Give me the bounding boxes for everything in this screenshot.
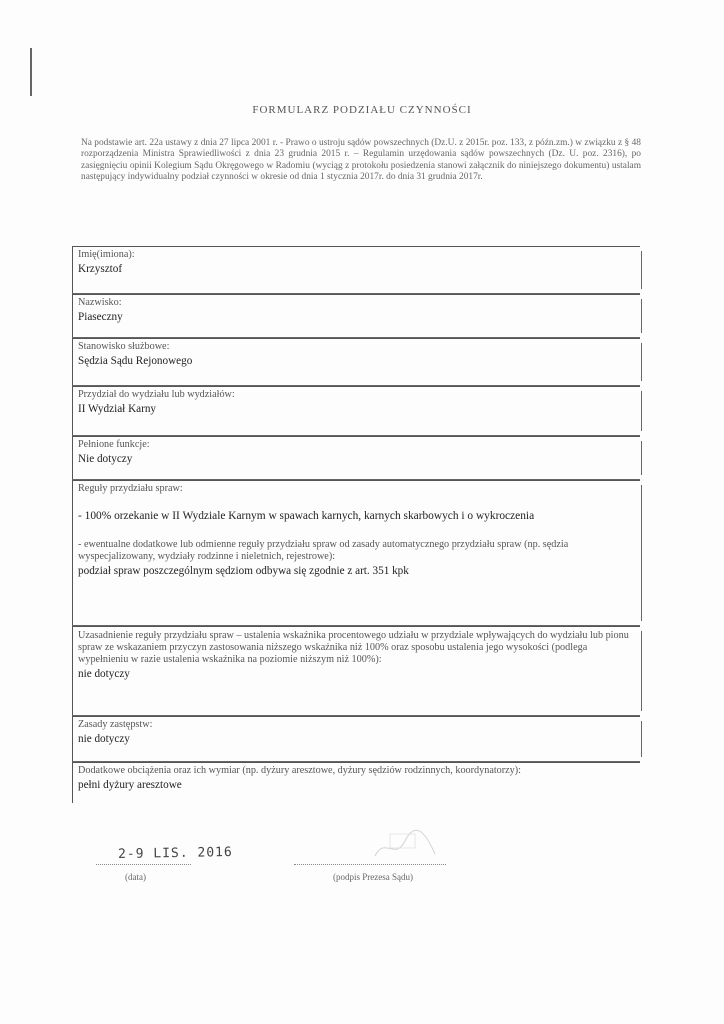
signature-line — [294, 864, 446, 865]
dodatkowe-reguly-value: podział spraw poszczególnym sędziom odbywa się zgodnie z art. 351 kpk — [78, 565, 409, 577]
imie-label: Imię(imiona): — [78, 249, 135, 260]
field-reguly — [72, 480, 640, 626]
nazwisko-value: Piaseczny — [78, 311, 123, 323]
date-line — [96, 864, 191, 865]
date-caption: (data) — [125, 872, 146, 882]
field-obciazenia — [72, 762, 640, 803]
form-body — [72, 246, 640, 803]
przydzial-label: Przydział do wydziału lub wydziałów: — [78, 389, 235, 400]
imie-value: Krzysztof — [78, 263, 123, 275]
reguly-value: - 100% orzekanie w II Wydziale Karnym w spawach karnych, karnych skarbowych i o wykroczenia — [78, 510, 535, 522]
signature-row — [0, 840, 724, 900]
funkcje-label: Pełnione funkcje: — [78, 439, 150, 450]
obciazenia-label: Dodatkowe obciążenia oraz ich wymiar (np. dyżury aresztowe, dyżury sędziów rodzinnych, koordynatorzy): — [78, 765, 521, 776]
faded-signature-mark — [370, 826, 440, 866]
funkcje-value: Nie dotyczy — [78, 453, 133, 465]
nazwisko-label: Nazwisko: — [78, 297, 122, 308]
field-funkcje — [72, 436, 640, 480]
scan-edge-mark — [30, 48, 32, 96]
field-przydzial — [72, 386, 640, 436]
zasady-label: Zasady zastępstw: — [78, 719, 153, 730]
reguly-label: Reguły przydziału spraw: — [78, 483, 183, 494]
field-stanowisko — [72, 338, 640, 386]
uzasadnienie-value: nie dotyczy — [78, 668, 130, 680]
document-title: FORMULARZ PODZIAŁU CZYNNOŚCI — [252, 104, 472, 116]
stanowisko-label: Stanowisko służbowe: — [78, 341, 170, 352]
date-stamp: 2-9 LIS. 2016 — [117, 844, 233, 863]
zasady-value: nie dotyczy — [78, 733, 130, 745]
document-intro: Na podstawie art. 22a ustawy z dnia 27 lipca 2001 r. - Prawo o ustroju sądów powszechnych (Dz.U. z 2015r. poz. 133, z późn.zm.) w związku z § 48 rozporządzenia Ministra Sprawiedliwości z dnia 23 grudnia 2015 r. – Regulamin urzędowania sądów powszechnych (Dz. U. poz. 2316), po zasięgnięciu opinii Kolegium Sądu Okręgowego w Radomiu (wyciąg z protokołu posiedzenia stanowi załącznik do niniejszego dokumentu) ustalam następujący indywidualny podział czynności w okresie od dnia 1 stycznia 2017r. do dnia 31 grudnia 2017r. — [81, 138, 641, 182]
field-uzasadnienie — [72, 626, 640, 716]
field-nazwisko — [72, 294, 640, 338]
przydzial-value: II Wydział Karny — [78, 403, 157, 415]
signature-caption: (podpis Prezesa Sądu) — [333, 872, 413, 882]
obciazenia-value: pełni dyżury aresztowe — [78, 779, 182, 791]
stanowisko-value: Sędzia Sądu Rejonowego — [78, 355, 193, 367]
dodatkowe-reguly-label: - ewentualne dodatkowe lub odmienne reguły przydziału spraw od zasady automatycznego przydziału spraw (np. sędzia wyspecjalizowany, wydziały rodzinne i nieletnich, rejestrowe): — [78, 539, 569, 562]
field-imie — [72, 246, 640, 294]
field-zasady — [72, 716, 640, 762]
uzasadnienie-label: Uzasadnienie reguły przydziału spraw – ustalenia wskaźnika procentowego udziału w przydziale wpływających do wydziału lub pionu spraw ze wskazaniem przyczyn zastosowania niższego wskaźnika niż 100% oraz sposobu ustalenia jego wysokości (podlega wypełnieniu w razie ustalenia wskaźnika na poziomie niższym niż 100%): — [78, 630, 629, 665]
